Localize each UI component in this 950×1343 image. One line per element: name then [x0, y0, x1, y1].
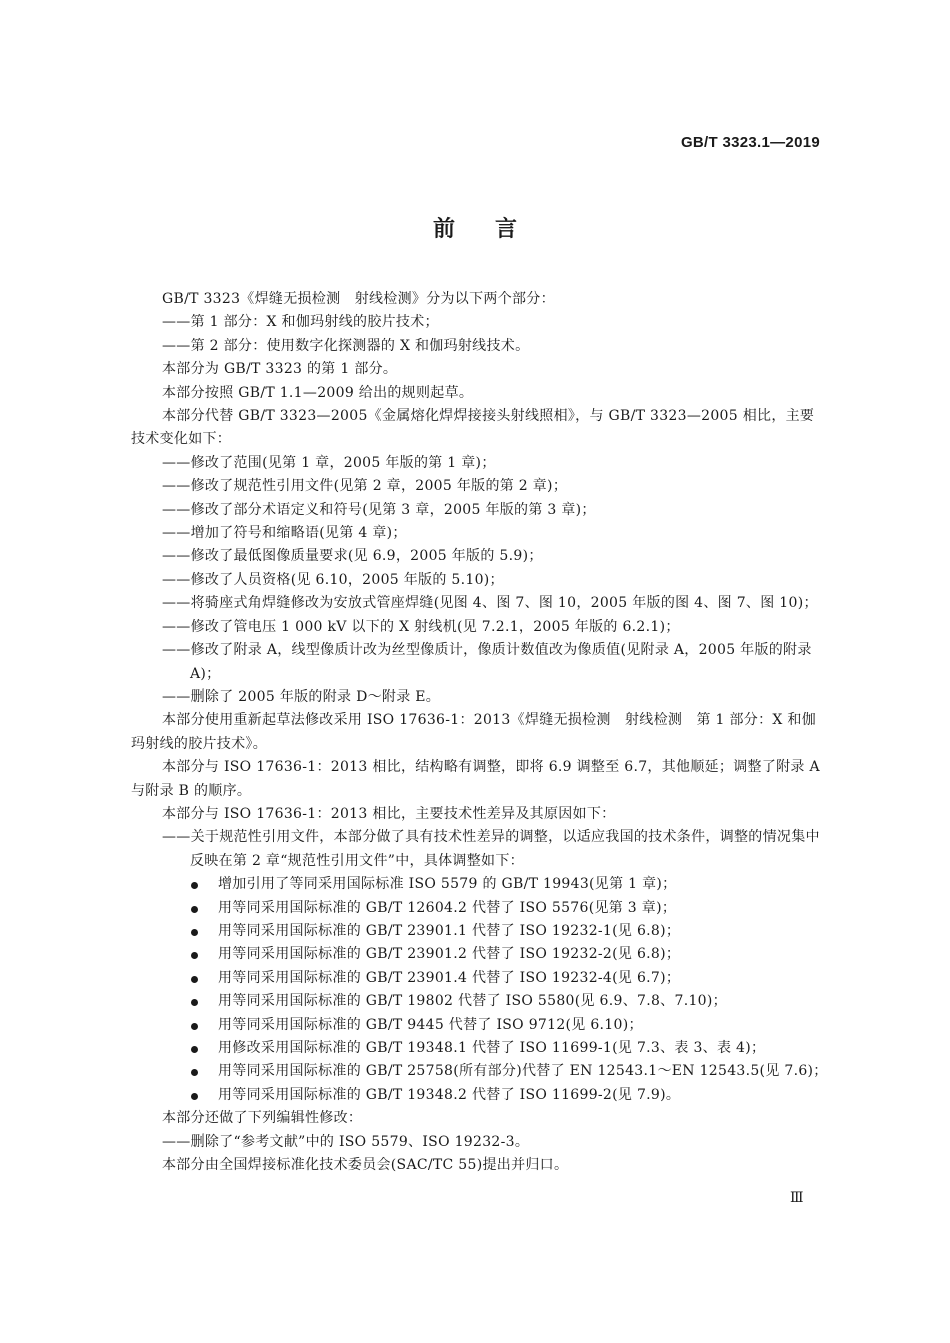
bullet-text: 用等同采用国际标准的 GB/T 23901.4 代替了 ISO 19232-4(见 6.7)； — [218, 969, 681, 986]
bullet-text: 用等同采用国际标准的 GB/T 25758(所有部分)代替了 EN 12543.1～EN 12543.5(见 7.6)； — [218, 1063, 828, 1080]
bullet-item — [131, 1060, 826, 1083]
list-item: ——修改了最低图像质量要求(见 6.9，2005 年版的 5.9)； — [162, 548, 543, 565]
bullet-text: 增加引用了等同采用国际标准 ISO 5579 的 GB/T 19943(见第 1 章)； — [218, 876, 677, 893]
bullet-icon — [191, 999, 198, 1006]
bullet-icon — [191, 952, 198, 959]
bullet-item — [131, 873, 826, 896]
bullet-text: 用修改采用国际标准的 GB/T 19348.1 代替了 ISO 11699-1(见 7.3、表 3、表 4)； — [218, 1040, 766, 1056]
bullet-item — [131, 967, 826, 990]
list-item: ——第 1 部分：X 和伽玛射线的胶片技术； — [162, 314, 439, 331]
list-item: ——第 2 部分：使用数字化探测器的 X 和伽玛射线技术。 — [162, 337, 530, 354]
list-item: ——修改了规范性引用文件(见第 2 章，2005 年版的第 2 章)； — [162, 478, 568, 495]
paragraph: 本部分代替 GB/T 3323—2005《金属熔化焊焊接接头射线照相》，与 GB/T 3323—2005 相比，主要技术变化如下： — [131, 408, 815, 448]
list-item: ——修改了管电压 1 000 kV 以下的 X 射线机(见 7.2.1，2005 年版的 6.2.1)； — [162, 618, 680, 635]
bullet-item — [131, 897, 826, 920]
list-item: ——修改了部分术语定义和符号(见第 3 章，2005 年版的第 3 章)； — [162, 501, 596, 518]
paragraph: GB/T 3323《焊缝无损检测 射线检测》分为以下两个部分： — [162, 291, 555, 307]
bullet-text: 用等同采用国际标准的 GB/T 12604.2 代替了 ISO 5576(见第 3 章)； — [218, 899, 677, 916]
list-item: ——关于规范性引用文件，本部分做了具有技术性差异的调整，以适应我国的技术条件，调整的情况集中反映在第 2 章“规范性引用文件”中，具体调整如下： — [162, 829, 820, 869]
paragraph: 本部分与 ISO 17636-1：2013 相比，结构略有调整，即将 6.9 调整至 6.7，其他顺延；调整了附录 A 与附录 B 的顺序。 — [131, 759, 820, 799]
standard-number: GB/T 3323.1—2019 — [680, 134, 820, 151]
paragraph: 本部分由全国焊接标准化技术委员会(SAC/TC 55)提出并归口。 — [162, 1157, 569, 1174]
list-item: ——修改了人员资格(见 6.10，2005 年版的 5.10)； — [162, 571, 504, 588]
paragraph: 本部分使用重新起草法修改采用 ISO 17636-1：2013《焊缝无损检测 射线检测 第 1 部分：X 和伽玛射线的胶片技术》。 — [131, 712, 817, 752]
page-title: 前言 — [432, 217, 557, 242]
paragraph: 本部分按照 GB/T 1.1—2009 给出的规则起草。 — [162, 384, 474, 401]
bullet-icon — [191, 1069, 198, 1076]
list-item: ——增加了符号和缩略语(见第 4 章)； — [162, 525, 407, 542]
bullet-item — [131, 1014, 826, 1037]
bullet-icon — [191, 1093, 198, 1100]
bullet-icon — [191, 906, 198, 913]
list-item: ——删除了“参考文献”中的 ISO 5579、ISO 19232-3。 — [162, 1133, 530, 1150]
bullet-text: 用等同采用国际标准的 GB/T 19348.2 代替了 ISO 11699-2(见 7.9)。 — [218, 1086, 681, 1103]
bullet-item — [131, 943, 826, 966]
bullet-item — [131, 1084, 826, 1107]
list-item: ——将骑座式角焊缝修改为安放式管座焊缝(见图 4、图 7、图 10，2005 年版的图 4、图 7、图 10)； — [162, 595, 818, 612]
bullet-icon — [191, 976, 198, 983]
bullet-text: 用等同采用国际标准的 GB/T 19802 代替了 ISO 5580(见 6.9、7.8、7.10)； — [218, 993, 727, 1010]
bullet-text: 用等同采用国际标准的 GB/T 23901.1 代替了 ISO 19232-1(见 6.8)； — [218, 922, 681, 939]
paragraph: 本部分还做了下列编辑性修改： — [162, 1110, 363, 1127]
bullet-icon — [191, 1023, 198, 1030]
list-item: ——修改了附录 A，线型像质计改为丝型像质计，像质计数值改为像质值(见附录 A，2005 年版的附录 A)； — [162, 642, 812, 682]
paragraph: 本部分为 GB/T 3323 的第 1 部分。 — [162, 361, 398, 378]
page-number: Ⅲ — [790, 1190, 804, 1206]
list-item: ——修改了范围(见第 1 章，2005 年版的第 1 章)； — [162, 454, 496, 471]
bullet-icon — [191, 929, 198, 936]
bullet-icon — [191, 1046, 198, 1053]
list-item: ——删除了 2005 年版的附录 D～附录 E。 — [162, 688, 441, 705]
bullet-item — [131, 1037, 826, 1060]
bullet-item — [131, 990, 826, 1013]
bullet-icon — [191, 882, 198, 889]
paragraph: 本部分与 ISO 17636-1：2013 相比，主要技术性差异及其原因如下： — [162, 805, 616, 822]
bullet-text: 用等同采用国际标准的 GB/T 23901.2 代替了 ISO 19232-2(见 6.8)； — [218, 946, 681, 963]
bullet-item — [131, 920, 826, 943]
foreword-body — [131, 288, 826, 1177]
bullet-text: 用等同采用国际标准的 GB/T 9445 代替了 ISO 9712(见 6.10)； — [218, 1016, 643, 1033]
